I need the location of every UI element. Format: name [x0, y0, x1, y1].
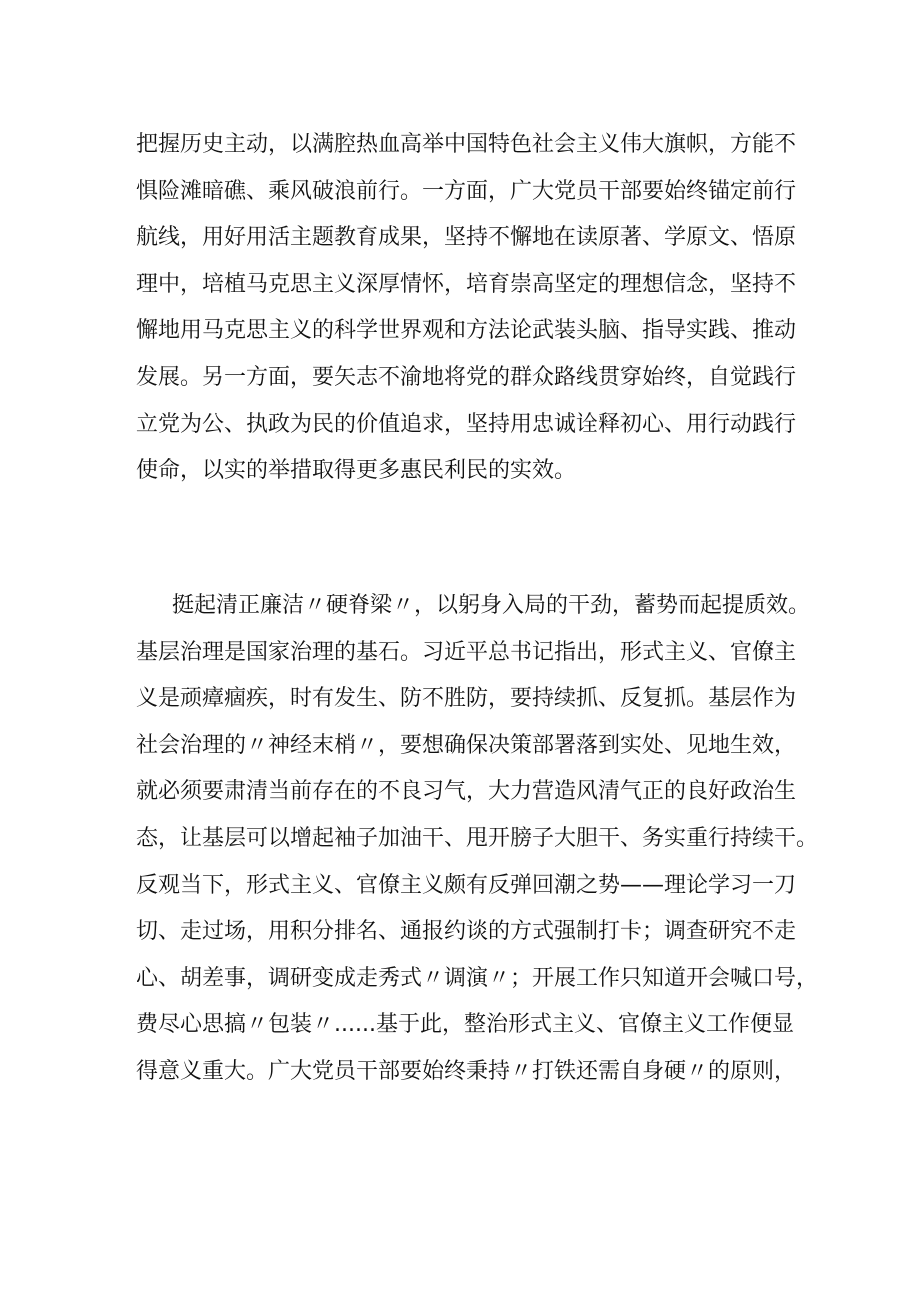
paragraph-1: [136, 122, 796, 495]
paragraph-2-line-6: 态，让基层可以增起袖子加油干、甩开膀子大胆干、务实重行持续干。: [136, 825, 819, 851]
paragraph-2-line-10: 费尽心思搞〃包装〃......基于此，整治形式主义、官僚主义工作便显: [136, 1012, 794, 1038]
paragraph-1-line-1: 把握历史主动，以满腔热血高举中国特色社会主义伟大旗帜，方能不: [136, 132, 797, 157]
paragraph-1-line-2: 惧险滩暗礁、乘风破浪前行。一方面，广大党员干部要始终锚定前行: [136, 178, 797, 204]
paragraph-2-line-11: 得意义重大。广大党员干部要始终秉持〃打铁还需自身硬〃的原则，: [136, 1058, 797, 1084]
paragraph-2-line-1: 挺起清正廉洁〃硬脊梁〃，以躬身入局的干劲，蓄势而起提质效。: [172, 593, 811, 618]
paragraph-2-line-4: 社会治理的〃神经末梢〃，要想确保决策部署落到实处、见地生效，: [136, 732, 797, 758]
paragraph-1-line-3: 航线，用好用活主题教育成果，坚持不懈地在读原著、学原文、悟原: [136, 225, 797, 251]
paragraph-2-line-3: 义是顽瘴痼疾，时有发生、防不胜防，要持续抓、反复抓。基层作为: [136, 686, 797, 712]
paragraph-2-line-5: 就必须要肃清当前存在的不良习气，大力营造风清气正的良好政治生: [136, 779, 797, 805]
paragraph-2: [136, 583, 819, 1096]
paragraph-1-line-6: 发展。另一方面，要矢志不渝地将党的群众路线贯穿始终，自觉践行: [136, 364, 797, 390]
paragraph-2-line-9: 心、胡差事，调研变成走秀式〃调演〃；开展工作只知道开会喊口号，: [136, 965, 819, 991]
paragraph-1-line-8: 使命，以实的举措取得更多惠民利民的实效。: [136, 458, 577, 484]
paragraph-1-line-7: 立党为公、执政为民的价值追求，坚持用忠诚诠释初心、用行动践行: [136, 411, 797, 437]
paragraph-2-line-2: 基层治理是国家治理的基石。习近平总书记指出，形式主义、官僚主: [136, 639, 797, 665]
paragraph-2-line-8: 切、走过场，用积分排名、通报约谈的方式强制打卡；调查研究不走: [136, 919, 797, 945]
paragraph-1-line-4: 理中，培植马克思主义深厚情怀，培育崇高坚定的理想信念，坚持不: [136, 271, 797, 297]
paragraph-2-line-7: 反观当下，形式主义、官僚主义颇有反弹回潮之势——理论学习一刀: [136, 872, 797, 898]
paragraph-1-line-5: 懈地用马克思主义的科学世界观和方法论武装头脑、指导实践、推动: [136, 318, 797, 344]
